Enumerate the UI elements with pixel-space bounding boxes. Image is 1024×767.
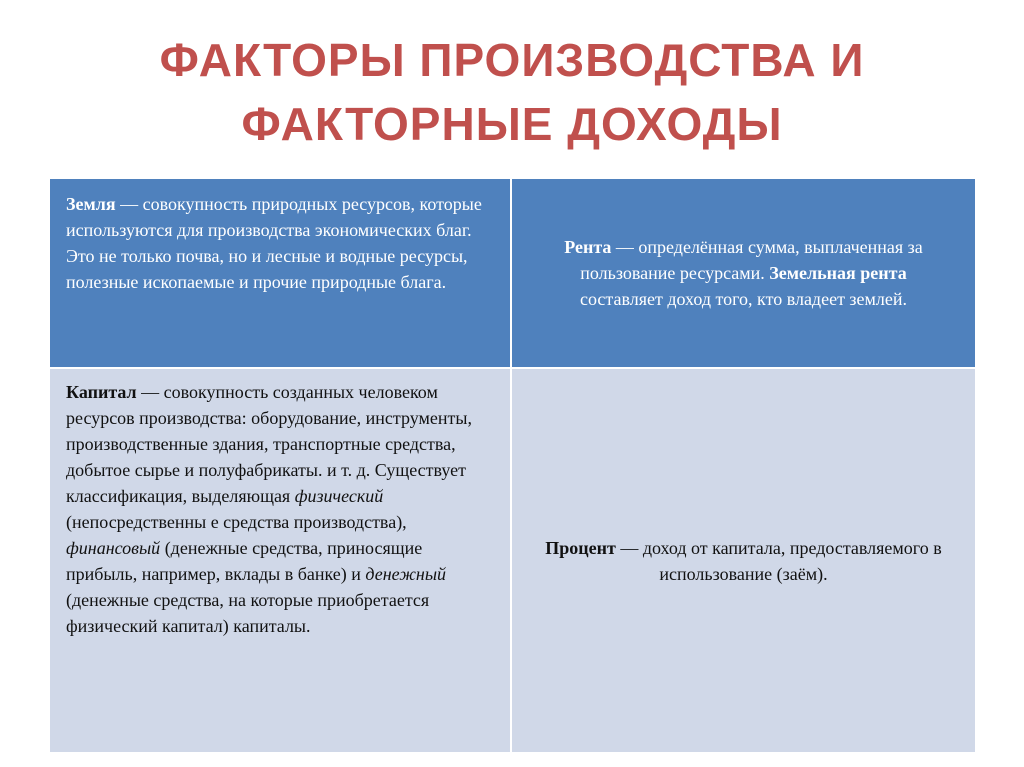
term-capital: Капитал [66, 382, 137, 402]
term-rent: Рента [564, 237, 612, 257]
cell-land [50, 179, 512, 369]
capital-monetary: денежный [365, 564, 447, 584]
land-rent-definition: составляет доход того, кто владеет землей. [579, 289, 908, 309]
title-line-1: ФАКТОРЫ ПРОИЗВОДСТВА И [159, 34, 865, 86]
slide-title [0, 28, 1024, 156]
title-line-2: ФАКТОРНЫЕ ДОХОДЫ [241, 98, 783, 150]
factors-table [50, 179, 975, 752]
capital-text-4: (денежные средства, на которые приобретается физический капитал) капиталы. [66, 590, 430, 636]
term-land-rent: Земельная рента [769, 263, 907, 283]
interest-paragraph [536, 535, 951, 587]
cell-rent [512, 179, 975, 369]
interest-definition: — доход от капитала, предоставляемого в использование (заём). [615, 537, 942, 584]
term-land: Земля [66, 194, 116, 214]
rent-definition: — определённая сумма, выплаченная за пользование ресурсами. [580, 237, 923, 283]
cell-capital [50, 369, 512, 752]
capital-text-2: (непосредственны е средства производства), [66, 512, 407, 532]
capital-financial: финансовый [66, 538, 161, 558]
land-definition: — совокупность природных ресурсов, которые используются для производства экономических благ. Это не только почва, но и лесные и водные ресурсы, полезные ископаемые и прочие природные блага. [66, 194, 482, 292]
capital-physical: физический [294, 486, 384, 506]
cell-interest [512, 369, 975, 752]
capital-text-1: — совокупность созданных человеком ресурсов производства: оборудование, инструменты, производственные здания, транспортные средства, добытое сырье и полуфабрикаты. и т. д. Существует классификация, выделяющая [66, 382, 472, 506]
term-interest: Процент [545, 537, 616, 558]
capital-text-3: (денежные средства, приносящие прибыль, например, вклады в банке) и [66, 538, 423, 584]
rent-paragraph [540, 234, 947, 312]
